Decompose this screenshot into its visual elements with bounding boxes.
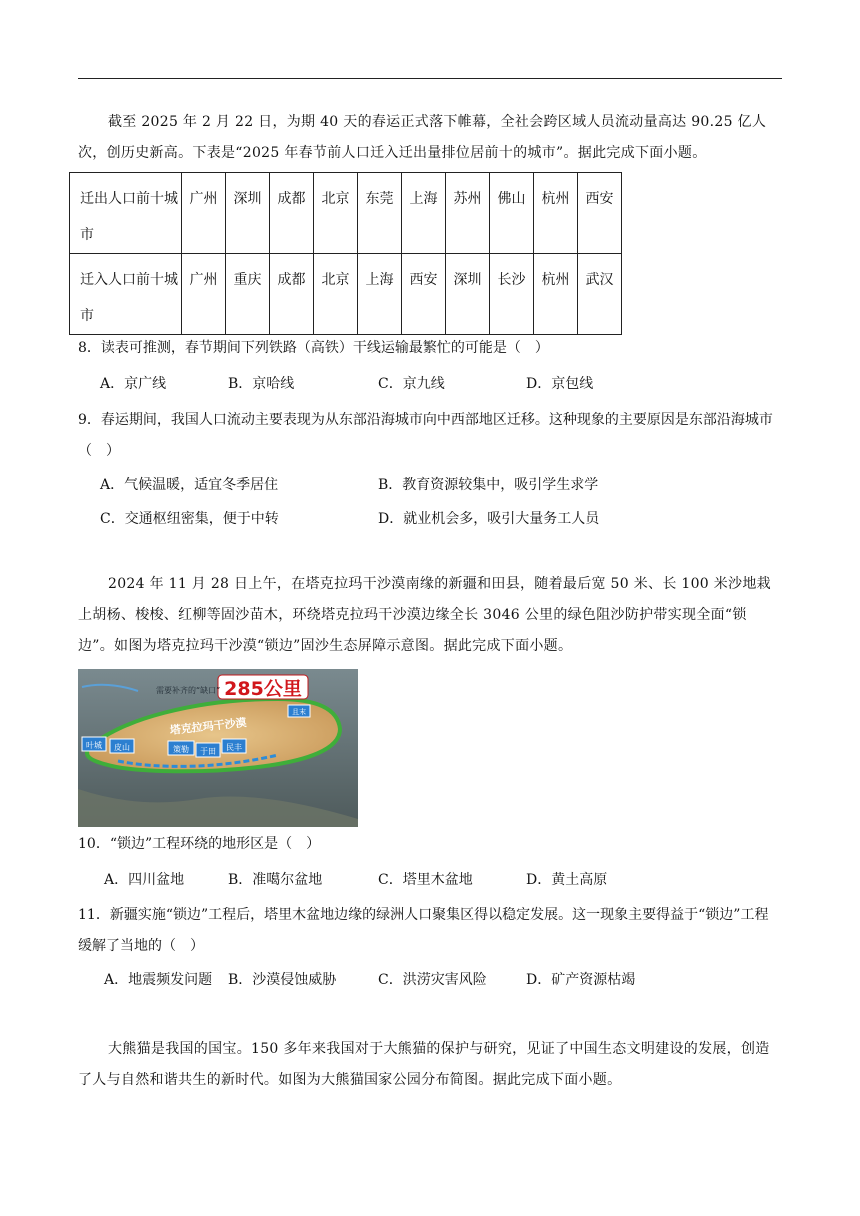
out-city: 苏州 — [446, 173, 490, 254]
question-9-options-row1 — [100, 474, 780, 498]
question-9-stem: 9．春运期间，我国人口流动主要表现为从东部沿海城市向中西部地区迁移。这种现象的主要原因是东部沿海城市（ ） — [78, 412, 773, 459]
svg-text:叶城: 叶城 — [86, 741, 102, 750]
option-b[interactable]: B．京哈线 — [228, 376, 295, 392]
desert-label: 塔克拉玛干沙漠 — [169, 716, 248, 738]
map-subtitle: 需要补齐的“缺口” — [156, 686, 221, 695]
in-city: 西安 — [402, 254, 446, 335]
out-city: 北京 — [314, 173, 358, 254]
sign-minfeng — [222, 739, 246, 753]
banner-text: 285公里 — [224, 678, 302, 700]
group2-intro: 2024 年 11 月 28 日上午，在塔克拉玛干沙漠南缘的新疆和田县，随着最后宽 50 米、长 100 米沙地栽上胡杨、梭梭、红柳等固沙苗木，环绕塔克拉玛干沙漠边缘全长 3046 公里的绿色阻沙防护带实现全面“锁边”。如图为塔克拉玛干沙漠“锁边”固沙生态屏障示意图。据此完成下面小题。 — [78, 576, 771, 654]
option-d[interactable]: D．就业机会多，吸引大量务工人员 — [378, 511, 600, 527]
in-header: 迁入人口前十城市 — [70, 254, 182, 335]
svg-text:且末: 且末 — [292, 708, 306, 716]
out-city: 西安 — [578, 173, 622, 254]
in-city: 深圳 — [446, 254, 490, 335]
question-11-stem: 11．新疆实施“锁边”工程后，塔里木盆地边缘的绿洲人口聚集区得以稳定发展。这一现象主要得益于“锁边”工程缓解了当地的（ ） — [78, 907, 769, 954]
question-10-stem: 10．“锁边”工程环绕的地形区是（ ） — [78, 836, 321, 852]
svg-text:民丰: 民丰 — [226, 743, 242, 752]
out-city: 成都 — [270, 173, 314, 254]
out-header: 迁出人口前十城市 — [70, 173, 182, 254]
table-row-in — [70, 254, 622, 335]
option-c[interactable]: C．交通枢纽密集，便于中转 — [100, 511, 279, 527]
out-city: 东莞 — [358, 173, 402, 254]
option-c[interactable]: C．京九线 — [378, 376, 445, 392]
option-c[interactable]: C．塔里木盆地 — [378, 872, 473, 888]
sign-qiemo — [288, 705, 310, 717]
migration-table — [69, 172, 622, 335]
option-d[interactable]: D．矿产资源枯竭 — [526, 972, 636, 988]
sign-yecheng — [82, 737, 106, 751]
table-row-out — [70, 173, 622, 254]
question-10-options — [100, 869, 780, 893]
in-city: 长沙 — [490, 254, 534, 335]
option-b[interactable]: B．沙漠侵蚀威胁 — [228, 972, 337, 988]
svg-text:策勒: 策勒 — [173, 745, 189, 754]
question-8-options — [100, 373, 780, 397]
option-b[interactable]: B．准噶尔盆地 — [228, 872, 323, 888]
option-c[interactable]: C．洪涝灾害风险 — [378, 972, 487, 988]
in-city: 杭州 — [534, 254, 578, 335]
out-city: 佛山 — [490, 173, 534, 254]
sign-cele — [168, 741, 194, 755]
svg-text:皮山: 皮山 — [114, 743, 130, 752]
group3-intro: 大熊猫是我国的国宝。150 多年来我国对于大熊猫的保护与研究，见证了中国生态文明建设的发展，创造了人与自然和谐共生的新时代。如图为大熊猫国家公园分布简图。据此完成下面小题。 — [78, 1041, 770, 1088]
question-11-options — [100, 969, 780, 993]
question-8-stem: 8．读表可推测，春节期间下列铁路（高铁）干线运输最繁忙的可能是（ ） — [78, 340, 549, 356]
in-city: 成都 — [270, 254, 314, 335]
out-city: 杭州 — [534, 173, 578, 254]
header-rule — [78, 78, 782, 79]
sign-pishan — [110, 739, 134, 753]
option-a[interactable]: A．气候温暖，适宜冬季居住 — [100, 477, 279, 493]
question-9-options-row2 — [100, 508, 780, 532]
out-city: 深圳 — [226, 173, 270, 254]
option-d[interactable]: D．京包线 — [526, 376, 594, 392]
option-b[interactable]: B．教育资源较集中，吸引学生求学 — [378, 477, 599, 493]
in-city: 上海 — [358, 254, 402, 335]
option-a[interactable]: A．四川盆地 — [104, 872, 185, 888]
option-a[interactable]: A．京广线 — [100, 376, 167, 392]
in-city: 武汉 — [578, 254, 622, 335]
out-city: 广州 — [182, 173, 226, 254]
in-city: 重庆 — [226, 254, 270, 335]
map-illustration — [78, 669, 358, 827]
desert-lockedge-map — [78, 669, 358, 827]
option-a[interactable]: A．地震频发问题 — [104, 972, 213, 988]
sign-yutian — [196, 743, 220, 757]
group1-intro: 截至 2025 年 2 月 22 日，为期 40 天的春运正式落下帷幕，全社会跨区域人员流动量高达 90.25 亿人次，创历史新高。下表是“2025 年春节前人口迁入迁出量排位居前十的城市”。据此完成下面小题。 — [78, 114, 767, 161]
in-city: 广州 — [182, 254, 226, 335]
in-city: 北京 — [314, 254, 358, 335]
out-city: 上海 — [402, 173, 446, 254]
option-d[interactable]: D．黄土高原 — [526, 872, 608, 888]
svg-text:于田: 于田 — [200, 747, 216, 756]
